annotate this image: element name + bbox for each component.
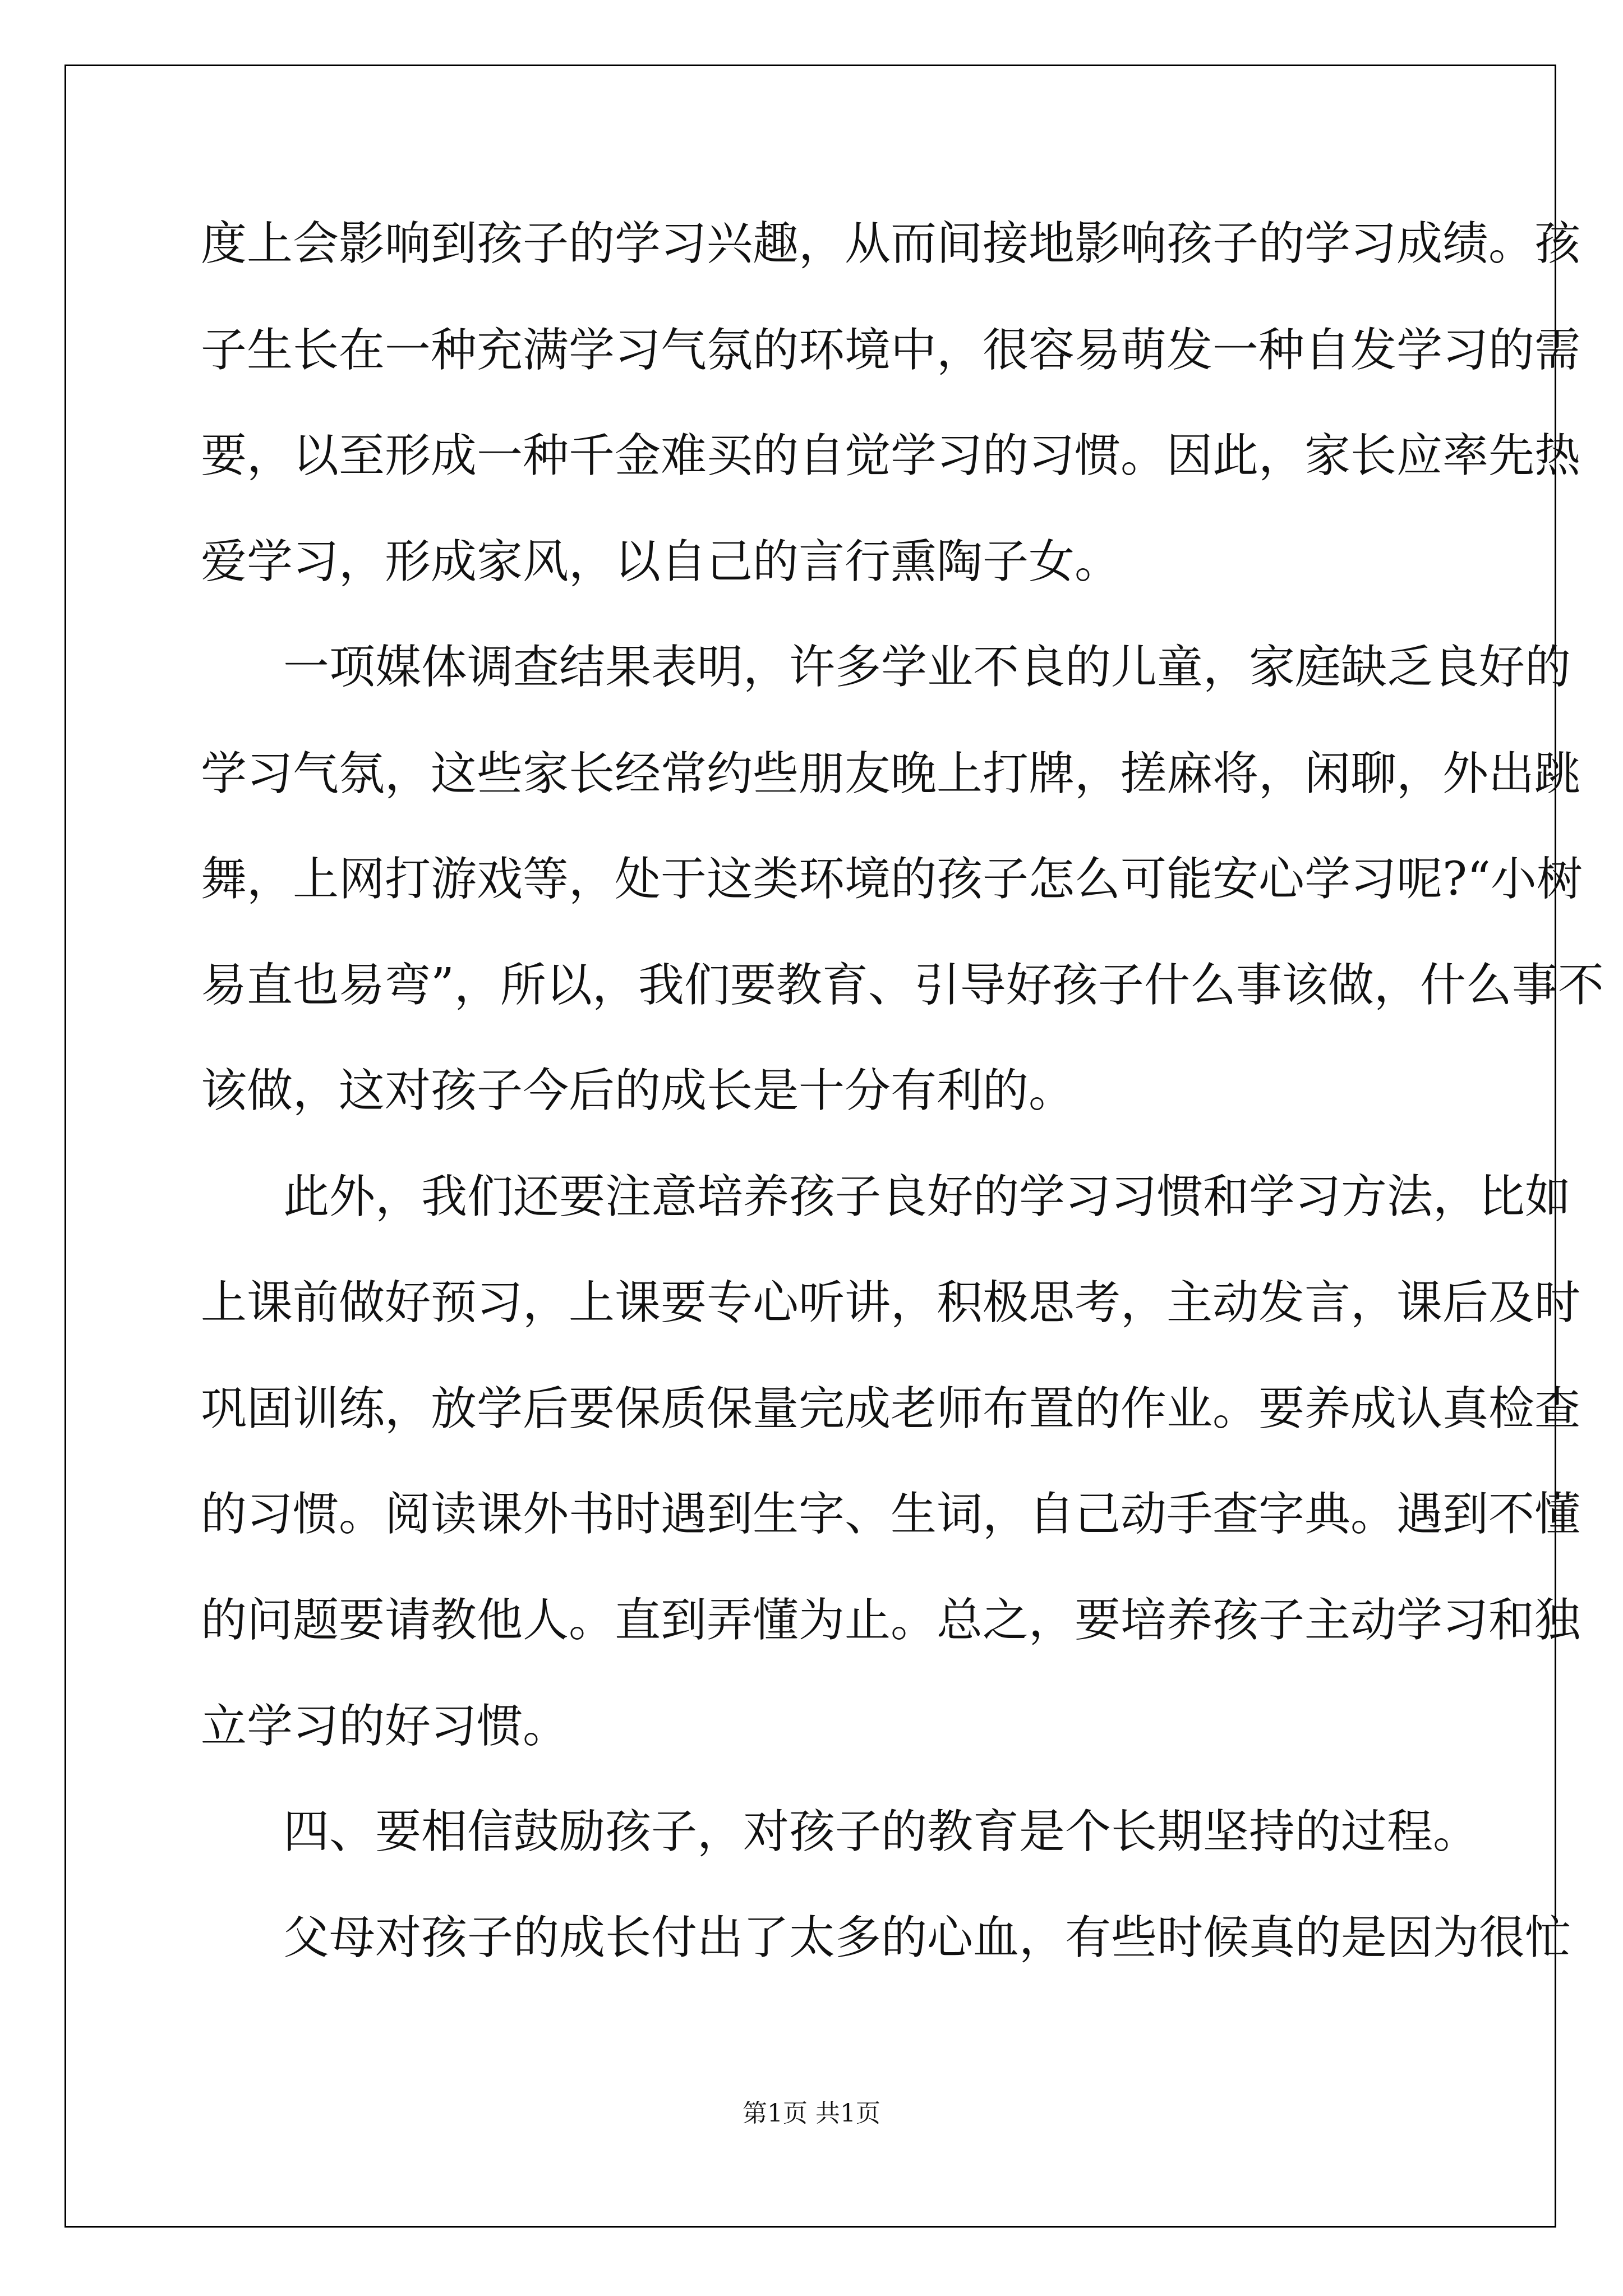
text-line: 学习气氛，这些家长经常约些朋友晚上打牌，搓麻将，闲聊，外出跳 [201, 747, 1581, 800]
text-line: 巩固训练，放学后要保质保量完成老师布置的作业。要养成认真检查 [201, 1382, 1581, 1435]
text-line: 子生长在一种充满学习气氛的环境中，很容易萌发一种自发学习的需 [201, 324, 1581, 377]
paragraph-first-line: 此外，我们还要注意培养孩子良好的学习习惯和学习方法，比如 [283, 1170, 1571, 1223]
text-line: 爱学习，形成家风，以自己的言行熏陶子女。 [201, 535, 1121, 588]
text-line: 舞，上网打游戏等，处于这类环境的孩子怎么可能安心学习呢?“小树 [201, 853, 1583, 906]
paragraph-first-line: 一项媒体调查结果表明，许多学业不良的儿童，家庭缺乏良好的 [283, 641, 1571, 694]
section-heading: 四、要相信鼓励孩子，对孩子的教育是个长期坚持的过程。 [283, 1805, 1479, 1858]
text-line: 度上会影响到孩子的学习兴趣，从而间接地影响孩子的学习成绩。孩 [201, 217, 1581, 270]
page-footer: 第1页 共1页 [743, 2099, 880, 2128]
text-line: 易直也易弯”，所以，我们要教育、引导好孩子什么事该做，什么事不 [201, 959, 1604, 1012]
text-line: 的问题要请教他人。直到弄懂为止。总之，要培养孩子主动学习和独 [201, 1594, 1581, 1647]
paragraph-first-line: 父母对孩子的成长付出了太多的心血，有些时候真的是因为很忙 [283, 1911, 1571, 1964]
text-line: 要，以至形成一种千金难买的自觉学习的习惯。因此，家长应率先热 [201, 429, 1581, 482]
page-border [64, 65, 1604, 2228]
text-line: 该做，这对孩子今后的成长是十分有利的。 [201, 1064, 1075, 1117]
text-line: 的习惯。阅读课外书时遇到生字、生词，自己动手查字典。遇到不懂 [201, 1488, 1581, 1541]
text-line: 立学习的好习惯。 [201, 1700, 569, 1753]
text-line: 上课前做好预习，上课要专心听讲，积极思考，主动发言，课后及时 [201, 1276, 1581, 1329]
